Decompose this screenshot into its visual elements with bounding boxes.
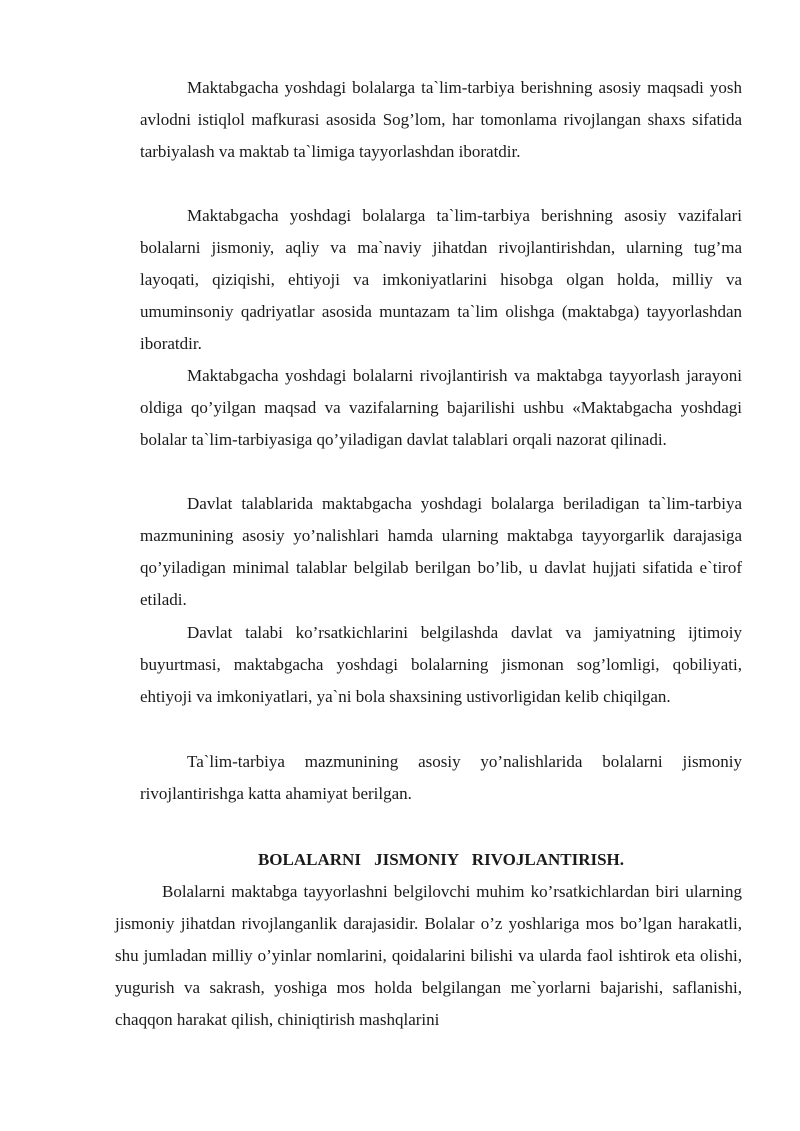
paragraph-2: Maktabgacha yoshdagi bolalarga ta`lim-tarbiya berishning asosiy vazifalari bolalarni jismoniy, aqliy va ma`naviy jihatdan rivojlantirishdan, ularning tug’ma layoqati, qiziqishi, ehtiyoji va imkoniyatlarini hisobga olgan holda, milliy va umuminsoniy qadriyatlar asosida muntazam ta`lim olishga (maktabga) tayyorlashdan iboratdir. xyxy=(140,206,742,353)
paragraph-4: Davlat talablarida maktabgacha yoshdagi bolalarga beriladigan ta`lim-tarbiya mazmunining asosiy yo’nalishlari hamda ularning maktabga tayyorgarlik darajasiga qo’yiladigan minimal talablar belgilab berilgan bo’lib, u davlat hujjati sifatida e`tirof etiladi. xyxy=(140,494,742,609)
paragraph-6: Ta`lim-tarbiya mazmunining asosiy yo’nalishlarida bolalarni jismoniy rivojlantirishga katta ahamiyat berilgan. xyxy=(140,752,742,803)
paragraph-3: Maktabgacha yoshdagi bolalarni rivojlantirish va maktabga tayyorlash jarayoni oldiga qo’yilgan maqsad va vazifalarning bajarilishi ushbu «Maktabgacha yoshdagi bolalar ta`lim-tarbiyasiga qo’yiladigan davlat talablari orqali nazorat qilinadi. xyxy=(140,366,742,449)
paragraph-1: Maktabgacha yoshdagi bolalarga ta`lim-tarbiya berishning asosiy maqsadi yosh avlodni istiqlol mafkurasi asosida Sog’lom, har tomonlama rivojlangan shaxs sifatida tarbiyalash va maktab ta`limiga tayyorlashdan iboratdir. xyxy=(140,78,742,161)
paragraph-7: Bolalarni maktabga tayyorlashni belgilovchi muhim ko’rsatkichlardan biri ularning jismoniy jihatdan rivojlanganlik darajasidir. Bolalar o’z yoshlariga mos bo’lgan harakatli, shu jumladan milliy o’yinlar nomlarini, qoidalarini bilishi va ularda faol ishtirok eta olishi, yugurish va sakrash, yoshiga mos holda belgilangan me`yorlarni bajarishi, saflanishi, chaqqon harakat qilish, chiniqtirish mashqlarini xyxy=(115,882,742,1029)
paragraph-5: Davlat talabi ko’rsatkichlarini belgilashda davlat va jamiyatning ijtimoiy buyurtmasi, maktabgacha yoshdagi bolalarning jismonan sog’lomligi, qobiliyati, ehtiyoji va imkoniyatlari, ya`ni bola shaxsining ustivorligidan kelib chiqilgan. xyxy=(140,623,742,706)
section-heading: BOLALARNI JISMONIY RIVOJLANTIRISH. xyxy=(257,850,625,869)
